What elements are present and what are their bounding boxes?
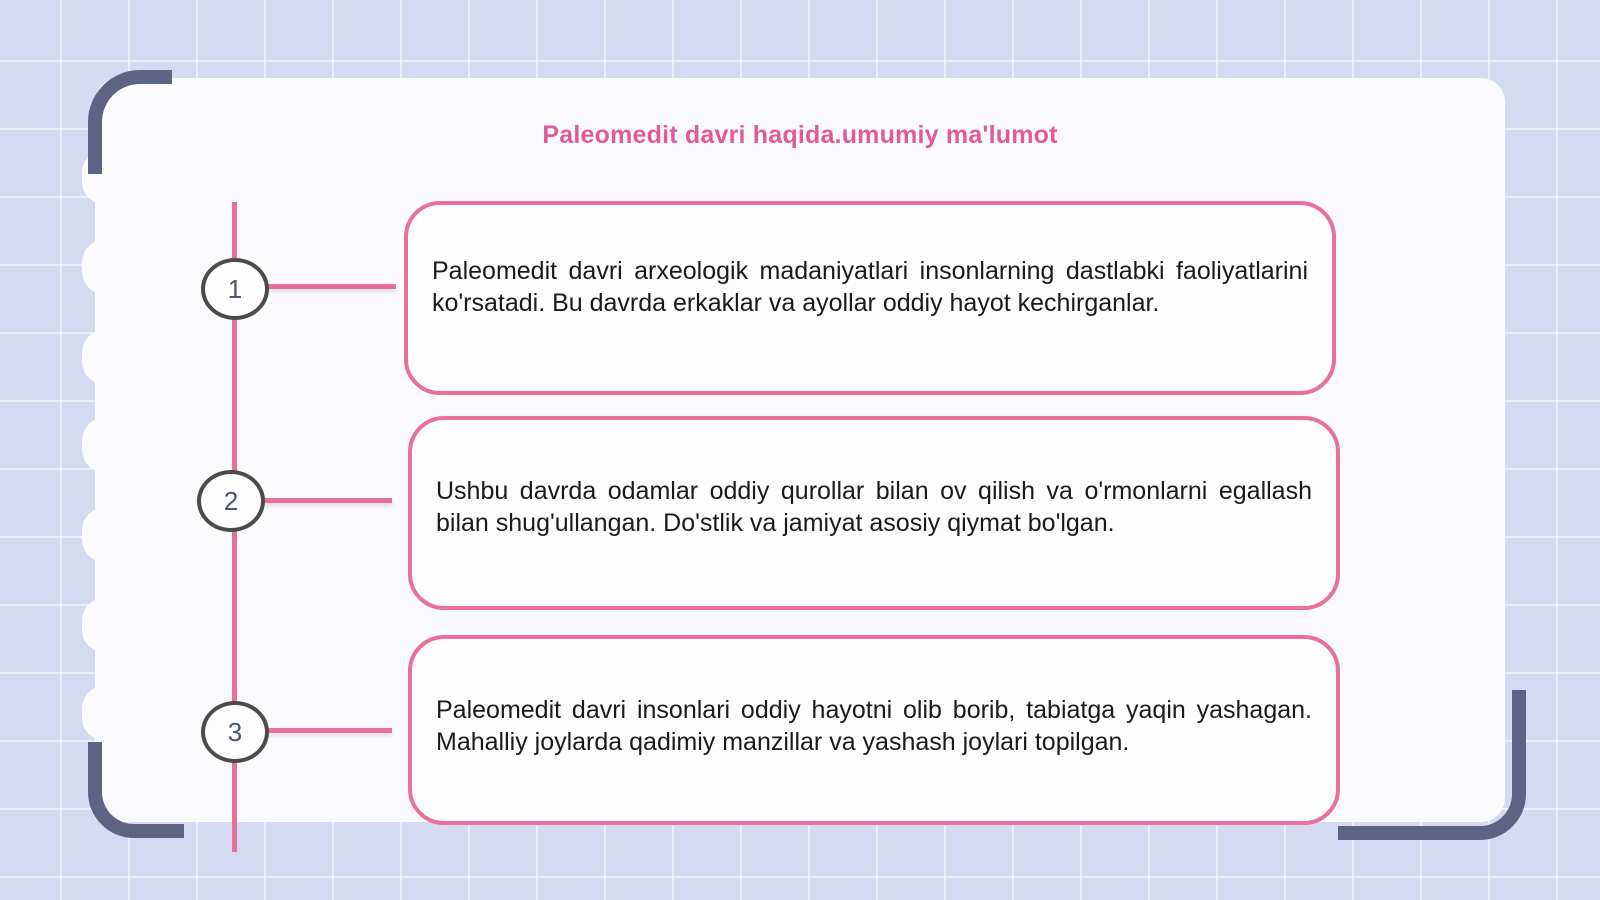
notebook-tab	[82, 240, 126, 294]
timeline-connector	[262, 498, 392, 503]
notebook-tab	[82, 330, 126, 384]
step-card-3	[408, 635, 1340, 825]
frame-corner-bottom-left	[88, 742, 184, 838]
step-marker-1	[201, 258, 269, 320]
step-card-1	[404, 201, 1336, 395]
timeline-connector	[266, 284, 396, 289]
slide-title: Paleomedit davri haqida.umumiy ma'lumot	[542, 121, 1058, 149]
step-card-text: Ushbu davrda odamlar oddiy qurollar bilan ov qilish va o'rmonlarni egallash bilan shug'ullangan. Do'stlik va jamiyat asosiy qiymat bo'lgan.	[436, 477, 1312, 537]
notebook-tab	[82, 686, 126, 740]
frame-corner-bottom-right	[1338, 690, 1526, 840]
step-card-text: Paleomedit davri insonlari oddiy hayotni olib borib, tabiatga yaqin yashagan. Mahalliy joylarda qadimiy manzillar va yashash joylari topilgan.	[436, 696, 1312, 756]
step-number: 1	[227, 273, 243, 304]
notebook-tab	[82, 418, 126, 472]
step-number: 3	[227, 716, 243, 747]
step-number: 2	[223, 485, 239, 516]
notebook-tab	[82, 508, 126, 562]
timeline-connector	[266, 728, 392, 733]
notebook-tab	[82, 598, 126, 652]
step-card-2	[408, 416, 1340, 610]
step-marker-2	[197, 470, 265, 532]
step-card-text: Paleomedit davri arxeologik madaniyatlari insonlarning dastlabki faoliyatlarini ko'rsatadi. Bu davrda erkaklar va ayollar oddiy hayot kechirganlar.	[432, 257, 1308, 317]
step-marker-3	[201, 701, 269, 763]
